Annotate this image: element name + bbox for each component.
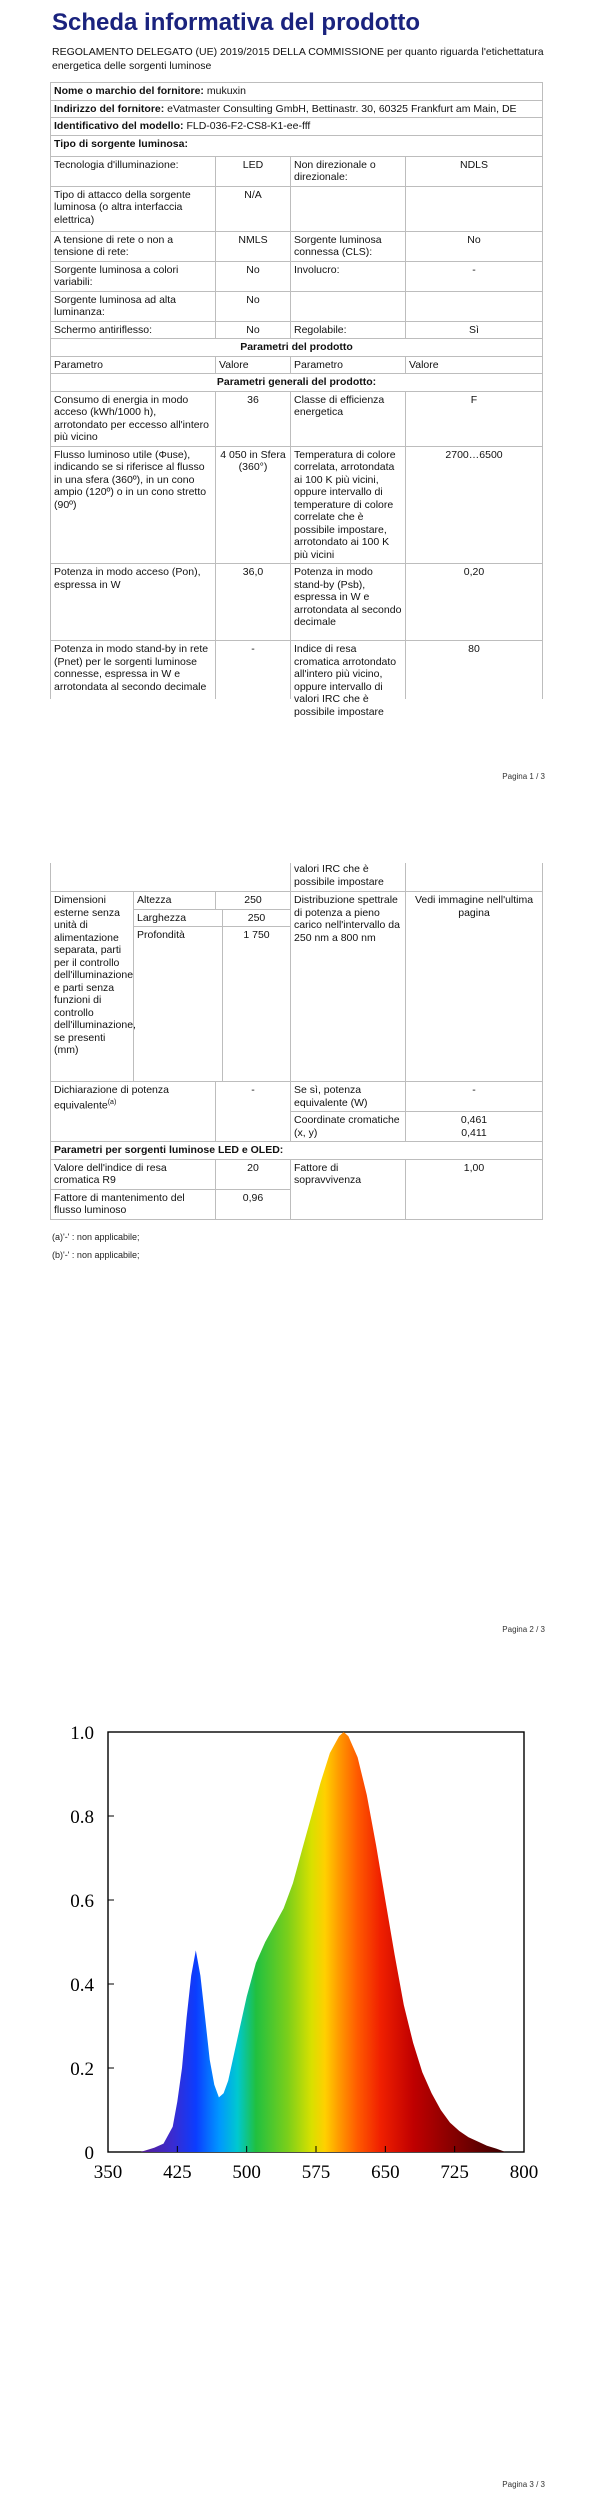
y-tick-label: 0.2 [70, 2059, 94, 2080]
lumen-maint-label: Fattore di mantenimento del flusso luminoso [51, 1189, 216, 1219]
page-3 [0, 1625, 591, 2510]
spectral-power-chart [46, 1720, 546, 2190]
general-params-heading: Parametri generali del prodotto: [51, 374, 543, 392]
page-title: Scheda informativa del prodotto [52, 9, 421, 36]
mains-value: NMLS [216, 231, 291, 261]
cls-value: No [406, 231, 543, 261]
high-luminance-label: Sorgente luminosa ad alta luminanza: [51, 291, 216, 321]
on-power-value: 36,0 [216, 564, 291, 641]
envelope-label: Involucro: [291, 261, 406, 291]
directional-value: NDLS [406, 156, 543, 186]
x-tick-label: 725 [440, 2162, 469, 2183]
model-value: FLD-036-F2-CS8-K1-ee-fff [186, 120, 311, 132]
dimmable-label: Regolabile: [291, 321, 406, 339]
model-row [51, 118, 543, 136]
y-tick-label: 0.8 [70, 1807, 94, 1828]
survival-value: 1,00 [406, 1159, 543, 1219]
survival-label: Fattore di sopravvivenza [291, 1159, 406, 1219]
y-tick-label: 0 [84, 2143, 94, 2164]
footnote-a: (a)'-' : non applicabile; [52, 1232, 140, 1242]
high-luminance-value: No [216, 291, 291, 321]
standby-power-label: Potenza in modo stand-by (Psb), espressa in W e arrotondata al secondo decimale [291, 564, 406, 641]
cap-label: Tipo di attacco della sorgente luminosa (o altra interfaccia elettrica) [51, 186, 216, 231]
depth-value: 1 750 [243, 929, 270, 941]
flux-label: Flusso luminoso utile (Φuse), indicando se si riferisce al flusso in una sfera (360º), in un cono ampio (120º) o in un cono stretto (90º) [51, 446, 216, 564]
dimmable-value: Sì [406, 321, 543, 339]
standby-power-value: 0,20 [406, 564, 543, 641]
cri-value: 80 [406, 641, 543, 700]
anti-glare-label: Schermo antiriflesso: [51, 321, 216, 339]
x-tick-label: 800 [509, 2162, 539, 2183]
chromaticity-label: Coordinate cromatiche (x, y) [291, 1112, 406, 1142]
equiv-power-label: Dichiarazione di potenza equivalente$^{(a)}$ [51, 1082, 216, 1142]
cct-value: 2700…6500 [406, 446, 543, 564]
spectrum-area [140, 1732, 505, 2152]
cls-label: Sorgente luminosa connessa (CLS): [291, 231, 406, 261]
cri-label: Indice di resa cromatica arrotondato all'intero più vicino, oppure intervallo di valori IRC che è possibile impostare [291, 641, 406, 700]
envelope-value: - [406, 261, 543, 291]
height-value: 250 [216, 892, 291, 910]
supplier-address-label: Indirizzo del fornitore: [54, 102, 165, 115]
r9-label: Valore dell'indice di resa cromatica R9 [51, 1159, 216, 1189]
on-power-label: Potenza in modo acceso (Pon), espressa in W [51, 564, 216, 641]
supplier-name-row [51, 83, 543, 101]
mains-label: A tensione di rete o non a tensione di rete: [51, 231, 216, 261]
width-label: Larghezza [134, 910, 223, 927]
y-tick-label: 0.4 [70, 1975, 94, 1996]
page-1 [0, 0, 591, 781]
x-tick-label: 500 [232, 2162, 261, 2183]
col-header-value: Valore [216, 356, 291, 374]
chromaticity-x: 0,461 [460, 1114, 488, 1126]
equiv-power-value: - [216, 1082, 291, 1142]
height-label: Altezza [134, 892, 216, 910]
col-header-param: Parametro [51, 356, 216, 374]
energy-value: 36 [216, 391, 291, 446]
spd-label: Distribuzione spettrale di potenza a pieno carico nell'intervallo da 250 nm a 800 nm [291, 892, 406, 1082]
footnote-b: (b)'-' : non applicabile; [52, 1250, 140, 1260]
energy-class-label: Classe di efficienza energetica [291, 391, 406, 446]
source-type-heading: Tipo di sorgente luminosa: [51, 135, 543, 156]
col-header-value-2: Valore [406, 356, 543, 374]
y-tick-label: 0.6 [70, 1891, 94, 1912]
equiv-watt-label: Se sì, potenza equivalente (W) [291, 1082, 406, 1112]
energy-label: Consumo di energia in modo acceso (kWh/1000 h), arrotondato per eccesso all'intero più vicino [51, 391, 216, 446]
page-number: Pagina 1 / 3 [502, 772, 545, 781]
chromaticity-y: 0,411 [461, 1126, 487, 1139]
r9-value: 20 [216, 1159, 291, 1189]
spd-value: Vedi immagine nell'ultima pagina [406, 892, 543, 1082]
directional-label: Non direzionale o direzionale: [291, 156, 406, 186]
depth-label: Profondità [134, 927, 223, 1082]
cri-label-continued: valori IRC che è possibile impostare [291, 863, 406, 892]
lumen-maint-value: 0,96 [216, 1189, 291, 1219]
product-params-heading: Parametri del prodotto [51, 339, 543, 357]
equiv-watt-value: - [406, 1082, 543, 1112]
y-tick-label: 1.0 [70, 1723, 94, 1744]
x-tick-label: 350 [93, 2162, 123, 2183]
cct-label: Temperatura di colore correlata, arrotondata ai 100 K più vicini, oppure intervallo di temperature di colore correlate che è possibile impostare, arrotondato ai 100 K più vicini [291, 446, 406, 564]
colour-tunable-value: No [216, 261, 291, 291]
network-standby-value: - [216, 641, 291, 700]
supplier-address-value: eVatmaster Consulting GmbH, Bettinastr. 30, 60325 Frankfurt am Main, DE [167, 102, 517, 115]
page-2 [0, 765, 591, 1634]
tech-value: LED [216, 156, 291, 186]
network-standby-label: Potenza in modo stand-by in rete (Pnet) per le sorgenti luminose connesse, espressa in W e arrotondata al secondo decimale [51, 641, 216, 700]
page-number: Pagina 2 / 3 [502, 1625, 545, 1634]
colour-tunable-label: Sorgente luminosa a colori variabili: [51, 261, 216, 291]
width-value: 250 [223, 910, 291, 927]
supplier-name-label: Nome o marchio del fornitore: [54, 85, 204, 97]
flux-value: 4 050 in Sfera (360°) [216, 446, 291, 564]
supplier-address-row [51, 100, 543, 118]
tech-label: Tecnologia d'illuminazione: [51, 156, 216, 186]
x-tick-label: 650 [371, 2162, 400, 2183]
model-label: Identificativo del modello: [54, 120, 184, 132]
datasheet-table-continued [50, 863, 543, 1220]
regulation-text: REGOLAMENTO DELEGATO (UE) 2019/2015 DELLA COMMISSIONE per quanto riguarda l'etichettatura energetica delle sorgenti luminose [52, 46, 544, 72]
supplier-name-value: mukuxin [206, 85, 246, 97]
page-number: Pagina 3 / 3 [502, 2480, 545, 2489]
x-tick-label: 425 [163, 2162, 192, 2183]
datasheet-table [50, 82, 543, 718]
dims-label: Dimensioni esterne senza unità di alimentazione separata, parti per il controllo dell'illuminazione e parti senza funzioni di controllo dell'illuminazione, se presenti (mm) [51, 892, 134, 1082]
col-header-param-2: Parametro [291, 356, 406, 374]
energy-class-value: F [406, 391, 543, 446]
led-params-heading: Parametri per sorgenti luminose LED e OLED: [51, 1142, 543, 1160]
cap-value: N/A [216, 186, 291, 231]
anti-glare-value: No [216, 321, 291, 339]
chromaticity-value [406, 1112, 543, 1142]
x-tick-label: 575 [301, 2162, 331, 2183]
